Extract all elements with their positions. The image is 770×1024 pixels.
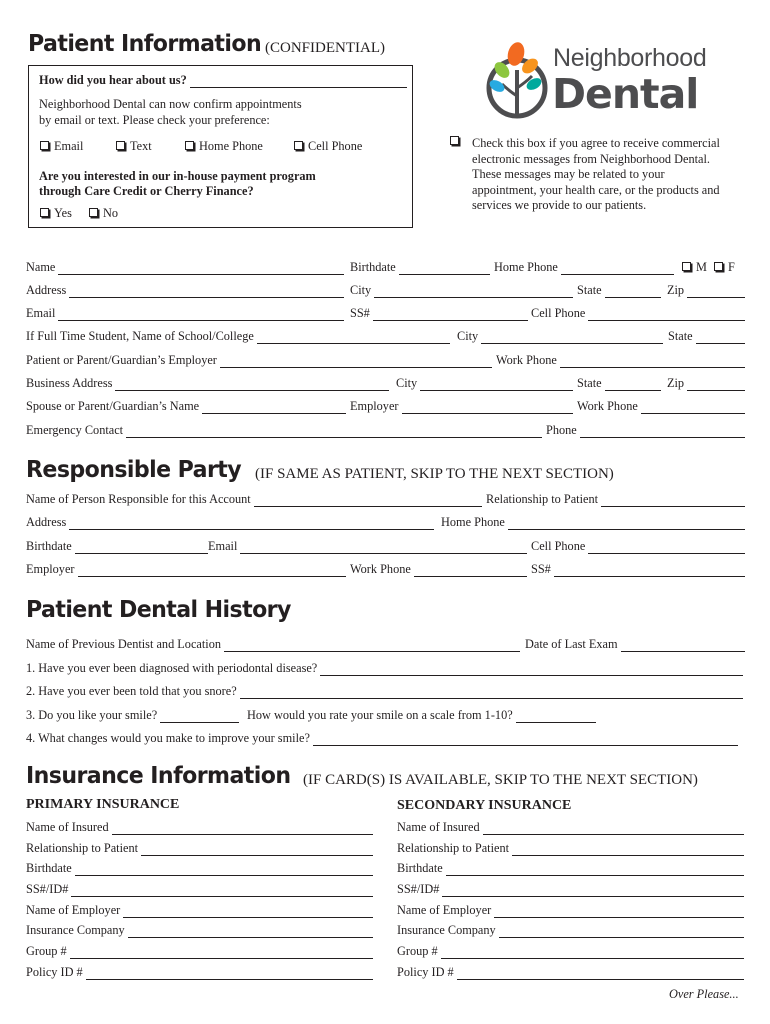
over-please-note: Over Please... bbox=[669, 987, 739, 1001]
payment-question-line2: through Care Credit or Cherry Finance? bbox=[39, 184, 254, 198]
spouse-name-field[interactable]: Spouse or Parent/Guardian’s Name bbox=[26, 398, 346, 414]
gender-m-checkbox[interactable]: M bbox=[682, 260, 707, 275]
business-city-field[interactable]: City bbox=[396, 375, 573, 391]
responsible-ss-field[interactable]: SS# bbox=[531, 561, 745, 577]
pref-email-checkbox[interactable]: Email bbox=[40, 139, 83, 154]
consent-checkbox[interactable] bbox=[450, 132, 464, 150]
responsible-party-subtitle: (IF SAME AS PATIENT, SKIP TO THE NEXT SECTION) bbox=[255, 466, 614, 482]
like-smile-field[interactable]: 3. Do you like your smile? bbox=[26, 707, 239, 723]
consent-line2: electronic messages from Neighborhood Dental. bbox=[472, 152, 711, 166]
responsible-cell-phone-field[interactable]: Cell Phone bbox=[531, 538, 745, 554]
responsible-work-phone-field[interactable]: Work Phone bbox=[350, 561, 527, 577]
consent-line4: appointment, your health care, or the products and bbox=[472, 183, 720, 197]
patient-address-field[interactable]: Address bbox=[26, 282, 344, 298]
patient-zip-field[interactable]: Zip bbox=[667, 282, 745, 298]
primary-policy-field[interactable]: Policy ID # bbox=[26, 964, 373, 980]
primary-relationship-field[interactable]: Relationship to Patient bbox=[26, 840, 373, 856]
payment-no-checkbox[interactable]: No bbox=[89, 206, 118, 221]
business-zip-field[interactable]: Zip bbox=[667, 375, 745, 391]
patient-employer-field[interactable]: Patient or Parent/Guardian’s Employer bbox=[26, 352, 492, 368]
pref-home-phone-checkbox[interactable]: Home Phone bbox=[185, 139, 263, 154]
patient-city-field[interactable]: City bbox=[350, 282, 573, 298]
gender-f-checkbox[interactable]: F bbox=[714, 260, 735, 275]
responsible-employer-field[interactable]: Employer bbox=[26, 561, 346, 577]
insurance-subtitle: (IF CARD(S) IS AVAILABLE, SKIP TO THE NEXT SECTION) bbox=[303, 772, 698, 788]
responsible-name-field[interactable]: Name of Person Responsible for this Account bbox=[26, 491, 482, 507]
primary-employer-field[interactable]: Name of Employer bbox=[26, 902, 373, 918]
payment-yes-checkbox[interactable]: Yes bbox=[40, 206, 72, 221]
secondary-policy-field[interactable]: Policy ID # bbox=[397, 964, 744, 980]
student-city-field[interactable]: City bbox=[457, 328, 663, 344]
patient-ss-field[interactable]: SS# bbox=[350, 305, 528, 321]
periodontal-question-field[interactable]: 1. Have you ever been diagnosed with periodontal disease? bbox=[26, 660, 743, 676]
logo-text-dental: Dental bbox=[552, 70, 699, 118]
responsible-relationship-field[interactable]: Relationship to Patient bbox=[486, 491, 745, 507]
patient-work-phone-field[interactable]: Work Phone bbox=[496, 352, 745, 368]
dental-history-heading: Patient Dental History bbox=[26, 597, 291, 623]
responsible-birthdate-field[interactable]: Birthdate bbox=[26, 538, 208, 554]
page-subtitle: (CONFIDENTIAL) bbox=[265, 40, 385, 56]
patient-email-field[interactable]: Email bbox=[26, 305, 344, 321]
business-address-field[interactable]: Business Address bbox=[26, 375, 389, 391]
primary-birthdate-field[interactable]: Birthdate bbox=[26, 860, 373, 876]
responsible-address-field[interactable]: Address bbox=[26, 514, 434, 530]
student-school-field[interactable]: If Full Time Student, Name of School/College bbox=[26, 328, 450, 344]
primary-ssid-field[interactable]: SS#/ID# bbox=[26, 881, 373, 897]
primary-insurance-heading: PRIMARY INSURANCE bbox=[26, 797, 180, 812]
patient-state-field[interactable]: State bbox=[577, 282, 661, 298]
last-exam-date-field[interactable]: Date of Last Exam bbox=[525, 636, 745, 652]
primary-name-insured-field[interactable]: Name of Insured bbox=[26, 819, 373, 835]
insurance-heading: Insurance Information bbox=[26, 763, 291, 789]
responsible-email-field[interactable]: Email bbox=[208, 538, 527, 554]
pref-text-checkbox[interactable]: Text bbox=[116, 139, 152, 154]
secondary-insurance-heading: SECONDARY INSURANCE bbox=[397, 798, 572, 813]
logo-text-neighborhood: Neighborhood bbox=[553, 44, 707, 72]
student-state-field[interactable]: State bbox=[668, 328, 745, 344]
secondary-company-field[interactable]: Insurance Company bbox=[397, 922, 744, 938]
secondary-group-field[interactable]: Group # bbox=[397, 943, 744, 959]
responsible-home-phone-field[interactable]: Home Phone bbox=[441, 514, 745, 530]
patient-cell-phone-field[interactable]: Cell Phone bbox=[531, 305, 745, 321]
emergency-phone-field[interactable]: Phone bbox=[546, 422, 745, 438]
patient-name-field[interactable]: Name bbox=[26, 259, 344, 275]
confirm-text-line2: by email or text. Please check your preference: bbox=[39, 113, 270, 127]
spouse-employer-field[interactable]: Employer bbox=[350, 398, 573, 414]
neighborhood-dental-logo-icon bbox=[484, 40, 554, 120]
emergency-contact-field[interactable]: Emergency Contact bbox=[26, 422, 542, 438]
consent-line3: These messages may be related to your bbox=[472, 167, 665, 181]
payment-question-line1: Are you interested in our in-house payment program bbox=[39, 169, 316, 183]
snore-question-field[interactable]: 2. Have you ever been told that you snore? bbox=[26, 683, 743, 699]
pref-cell-phone-checkbox[interactable]: Cell Phone bbox=[294, 139, 362, 154]
patient-home-phone-field[interactable]: Home Phone bbox=[494, 259, 674, 275]
consent-line5: services we provide to our patients. bbox=[472, 198, 647, 212]
patient-birthdate-field[interactable]: Birthdate bbox=[350, 259, 490, 275]
secondary-employer-field[interactable]: Name of Employer bbox=[397, 902, 744, 918]
consent-line1: Check this box if you agree to receive commercial bbox=[472, 136, 720, 150]
smile-changes-field[interactable]: 4. What changes would you make to improve your smile? bbox=[26, 730, 738, 746]
secondary-relationship-field[interactable]: Relationship to Patient bbox=[397, 840, 744, 856]
primary-company-field[interactable]: Insurance Company bbox=[26, 922, 373, 938]
secondary-name-insured-field[interactable]: Name of Insured bbox=[397, 819, 744, 835]
hear-about-us-field[interactable]: How did you hear about us? bbox=[39, 72, 407, 88]
confirm-text-line1: Neighborhood Dental can now confirm appointments bbox=[39, 97, 302, 111]
primary-group-field[interactable]: Group # bbox=[26, 943, 373, 959]
business-state-field[interactable]: State bbox=[577, 375, 661, 391]
page-title: Patient Information bbox=[28, 31, 262, 57]
secondary-birthdate-field[interactable]: Birthdate bbox=[397, 860, 744, 876]
secondary-ssid-field[interactable]: SS#/ID# bbox=[397, 881, 744, 897]
spouse-work-phone-field[interactable]: Work Phone bbox=[577, 398, 745, 414]
smile-rating-field[interactable]: How would you rate your smile on a scale from 1-10? bbox=[247, 707, 596, 723]
responsible-party-heading: Responsible Party bbox=[26, 457, 242, 483]
previous-dentist-field[interactable]: Name of Previous Dentist and Location bbox=[26, 636, 520, 652]
